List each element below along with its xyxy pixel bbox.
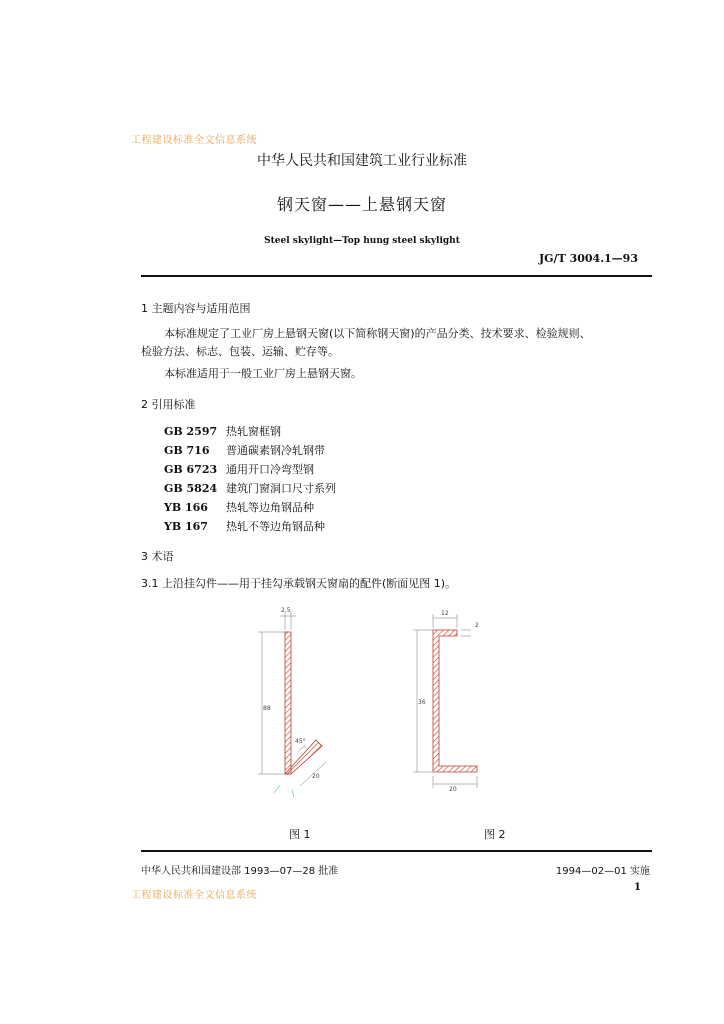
watermark-top: 工程建设标准全文信息系统 [131,135,257,146]
fig2-dim-height: 36 [418,699,426,706]
section1-para2: 本标准适用于一般工业厂房上悬钢天窗。 [164,367,362,380]
reference-name: 普通碳素钢冷轧钢带 [226,444,325,457]
section1-para1-line2: 检验方法、标志、包装、运输、贮存等。 [141,345,339,358]
watermark-bottom: 工程建设标准全文信息系统 [131,890,257,901]
figure-1-drawing [240,600,370,800]
effective-date: 1994—02—01 实施 [555,866,650,877]
reference-item [164,442,336,461]
standard-code: JG/T 3004.1—93 [538,252,638,265]
fig1-dim-leg: 20 [312,773,320,780]
document-title-en: Steel skylight—Top hung steel skylight [264,236,460,246]
reference-code: GB 716 [164,444,210,457]
figure-1-caption: 图 1 [289,828,311,841]
section1-para1-line1: 本标准规定了工业厂房上悬钢天窗(以下简称钢天窗)的产品分类、技术要求、检验规则、 [164,327,591,340]
footer-rule [141,850,652,852]
reference-code: YB 167 [164,520,208,533]
reference-item [164,480,336,499]
reference-name: 通用开口冷弯型钢 [226,463,314,476]
figure-2-drawing [405,600,495,800]
standard-category: 中华人民共和国建筑工业行业标准 [257,153,467,169]
fig2-dim-top: 12 [441,610,449,617]
figure-2-caption: 图 2 [484,828,506,841]
page-number: 1 [634,882,641,893]
reference-code: GB 5824 [164,482,218,495]
term-3-1: 3.1 上沿挂勾件——用于挂勾承载钢天窗扇的配件(断面见图 1)。 [141,577,457,590]
reference-name: 建筑门窗洞口尺寸系列 [226,482,336,495]
reference-item [164,499,336,518]
reference-item [164,423,336,442]
fig1-dim-angle: 45° [295,738,306,745]
reference-item [164,518,336,537]
reference-item [164,461,336,480]
fig1-dim-height: 88 [263,705,271,712]
fig1-dim-top: 2.5 [281,607,291,614]
reference-code: YB 166 [164,501,208,514]
fig2-dim-bottom: 20 [449,786,457,793]
reference-list [164,423,336,537]
reference-name: 热轧窗框钢 [226,425,281,438]
reference-code: GB 2597 [164,425,218,438]
reference-name: 热轧不等边角钢品种 [226,520,325,533]
section3-heading: 3 术语 [141,550,174,563]
fig2-dim-thickness: 2 [475,622,479,629]
approval-info: 中华人民共和国建设部 1993—07—28 批准 [141,866,339,877]
header-rule [141,275,652,277]
reference-code: GB 6723 [164,463,218,476]
reference-name: 热轧等边角钢品种 [226,501,314,514]
section2-heading: 2 引用标准 [141,398,196,411]
document-title-cn: 钢天窗——上悬钢天窗 [276,195,447,214]
section1-heading: 1 主题内容与适用范围 [141,302,251,315]
